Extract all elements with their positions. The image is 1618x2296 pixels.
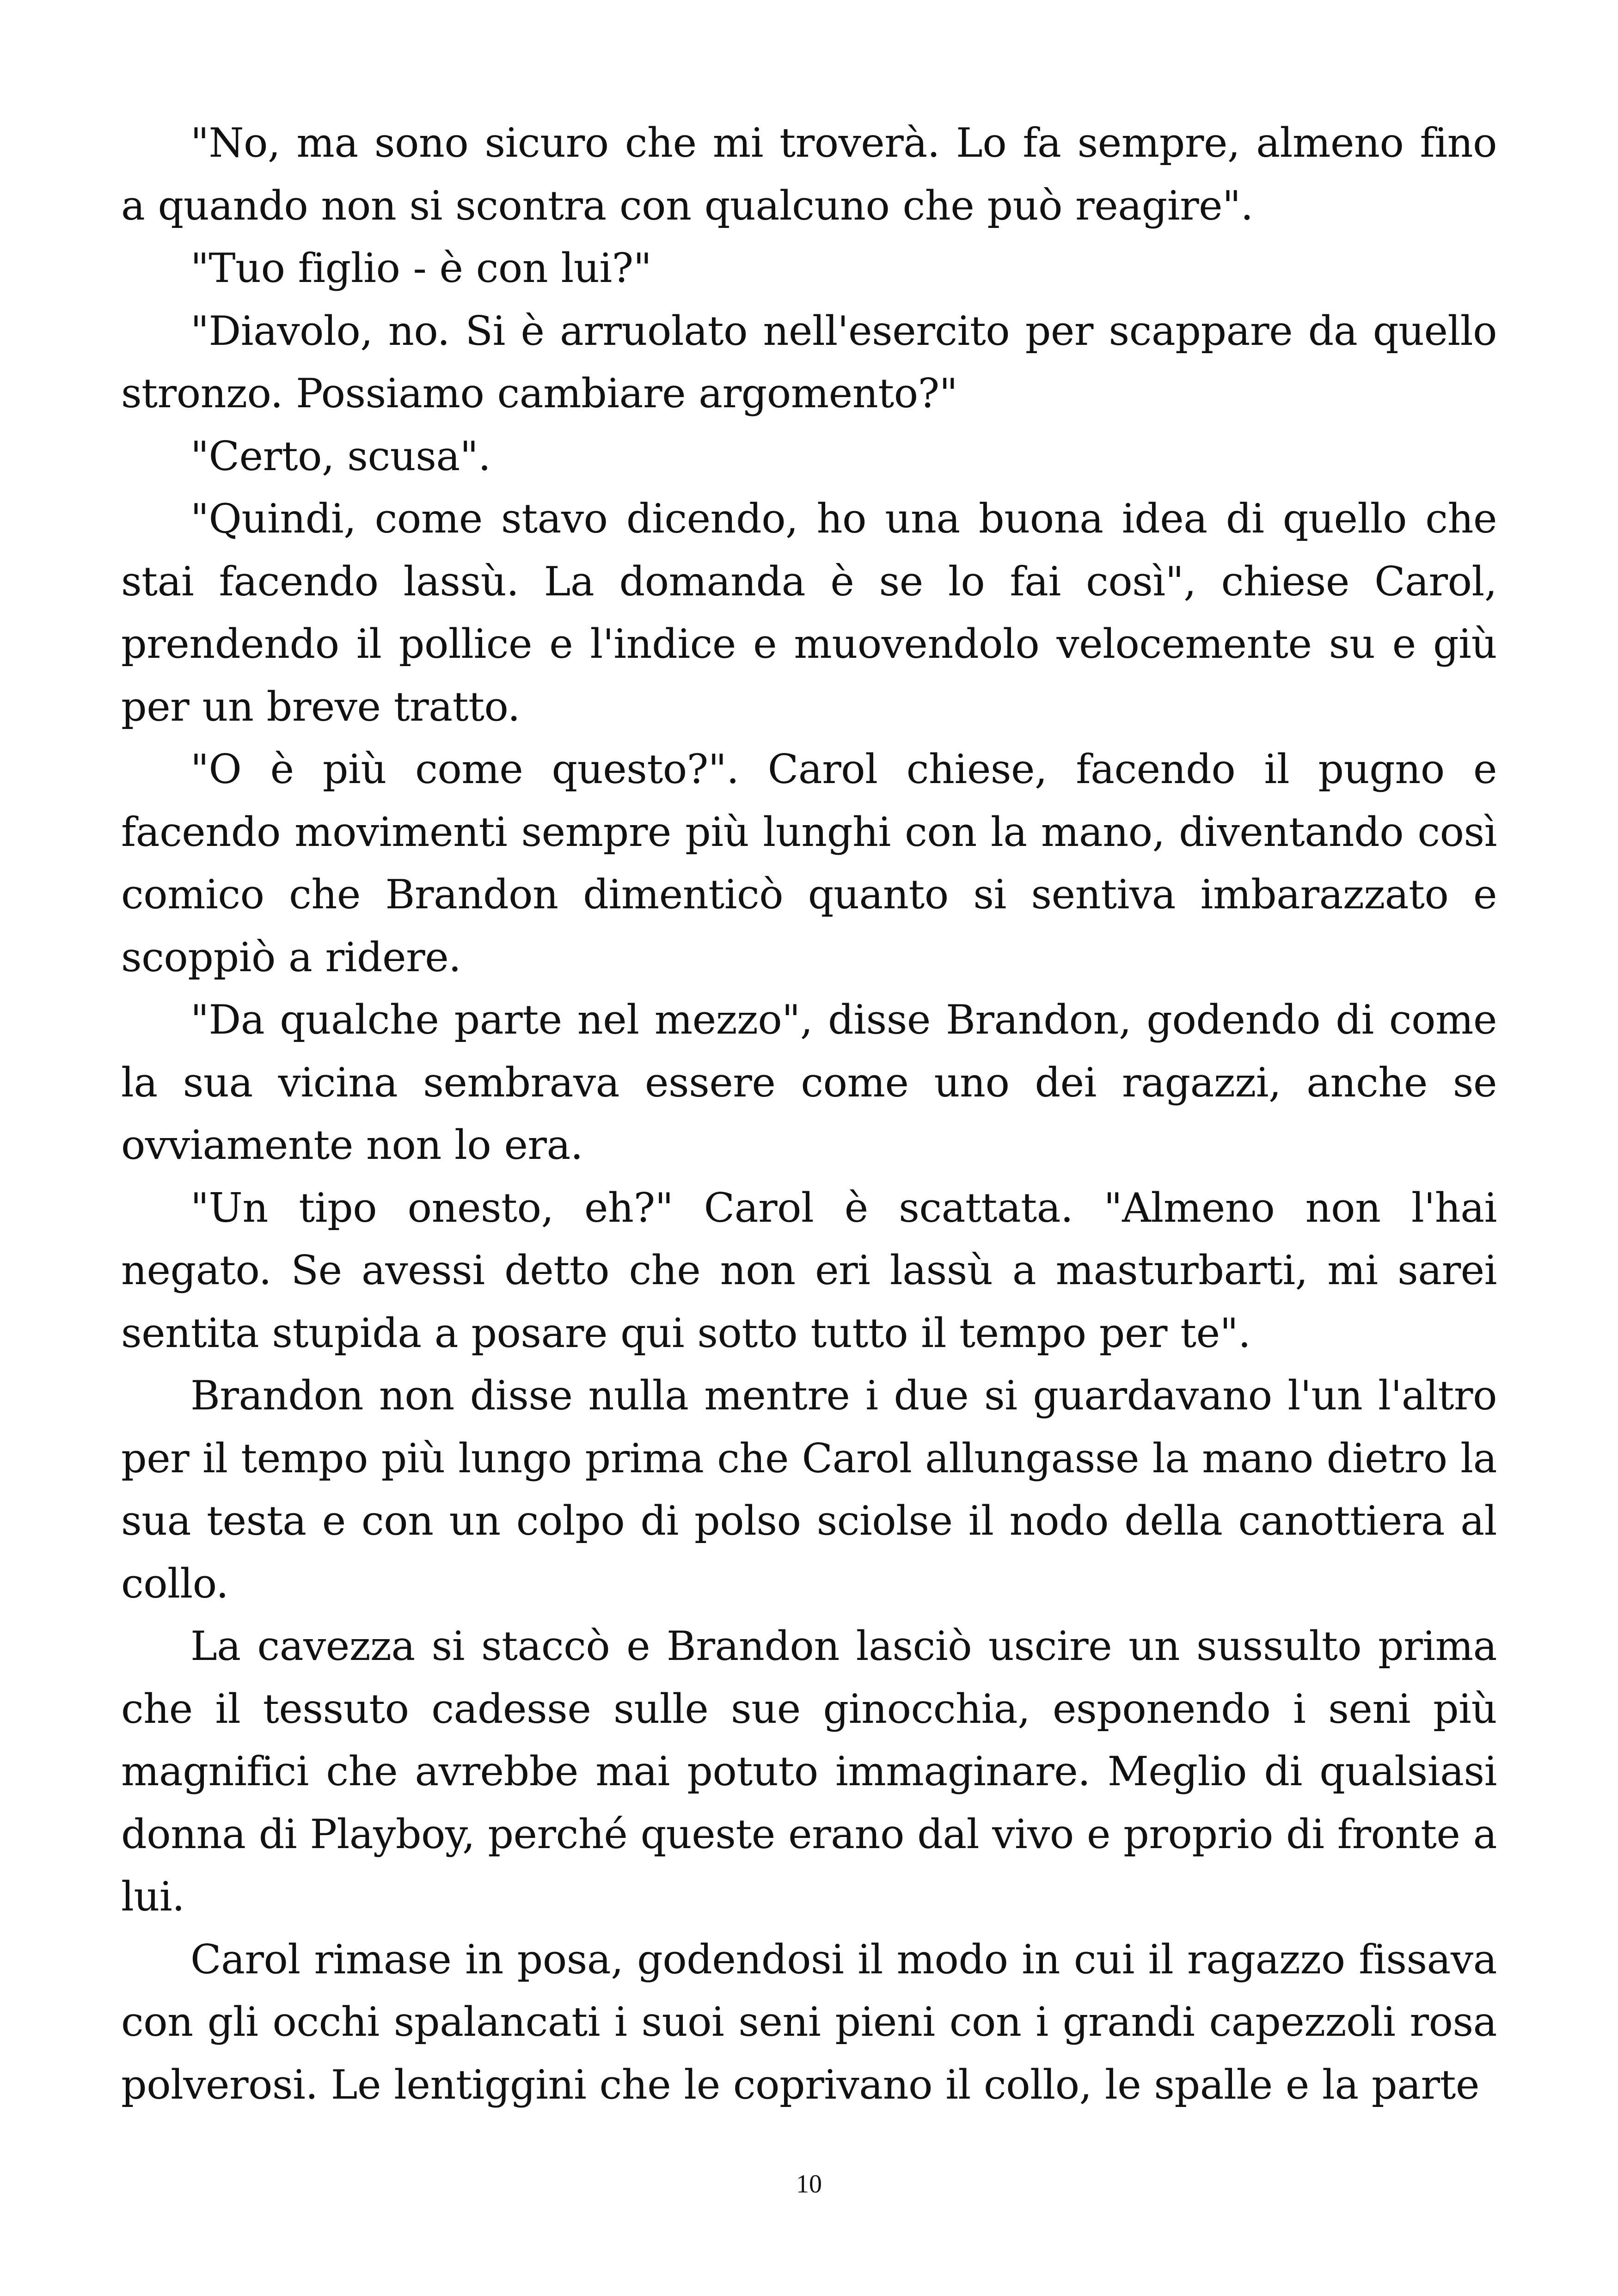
- paragraph: "Certo, scusa".: [190, 432, 491, 480]
- paragraph: "No, ma sono sicuro che mi troverà. Lo fa sempre, almeno fino a quando non si scontra con qualcuno che può reagire".: [121, 119, 1497, 229]
- paragraph: Brandon non disse nulla mentre i due si guardavano l'un l'altro per il tempo più lungo prima che Carol allungasse la mano dietro la sua testa e con un colpo di polso sciolse il nodo della canottiera al collo.: [121, 1372, 1497, 1607]
- paragraph: "Da qualche parte nel mezzo", disse Brandon, godendo di come la sua vicina sembrava essere come uno dei ragazzi, anche se ovviamente non lo era.: [121, 996, 1497, 1169]
- paragraph: "Tuo figlio - è con lui?": [190, 245, 652, 292]
- paragraph: "O è più come questo?". Carol chiese, facendo il pugno e facendo movimenti sempre più lunghi con la mano, diventando così comico che Brandon dimenticò quanto si sentiva imbarazzato e scoppiò a ridere.: [121, 746, 1497, 981]
- page-number: 10: [796, 2170, 822, 2198]
- paragraph: "Diavolo, no. Si è arruolato nell'esercito per scappare da quello stronzo. Possiamo cambiare argomento?": [121, 307, 1497, 417]
- paragraph: "Quindi, come stavo dicendo, ho una buona idea di quello che stai facendo lassù. La domanda è se lo fai così", chiese Carol, prendendo il pollice e l'indice e muovendolo velocemente su e giù per un breve tratto.: [121, 495, 1497, 730]
- body-text: [121, 112, 1497, 2116]
- paragraph: La cavezza si staccò e Brandon lasciò uscire un sussulto prima che il tessuto cadesse sulle sue ginocchia, esponendo i seni più magnifici che avrebbe mai potuto immaginare. Meglio di qualsiasi donna di Playboy, perché queste erano dal vivo e proprio di fronte a lui.: [121, 1623, 1497, 1920]
- paragraph: Carol rimase in posa, godendosi il modo in cui il ragazzo fissava con gli occhi spalancati i suoi seni pieni con i grandi capezzoli rosa polverosi. Le lentiggini che le coprivano il collo, le spalle e la parte: [121, 1935, 1497, 2108]
- paragraph: "Un tipo onesto, eh?" Carol è scattata. "Almeno non l'hai negato. Se avessi detto che non eri lassù a masturbarti, mi sarei sentita stupida a posare qui sotto tutto il tempo per te".: [121, 1184, 1497, 1357]
